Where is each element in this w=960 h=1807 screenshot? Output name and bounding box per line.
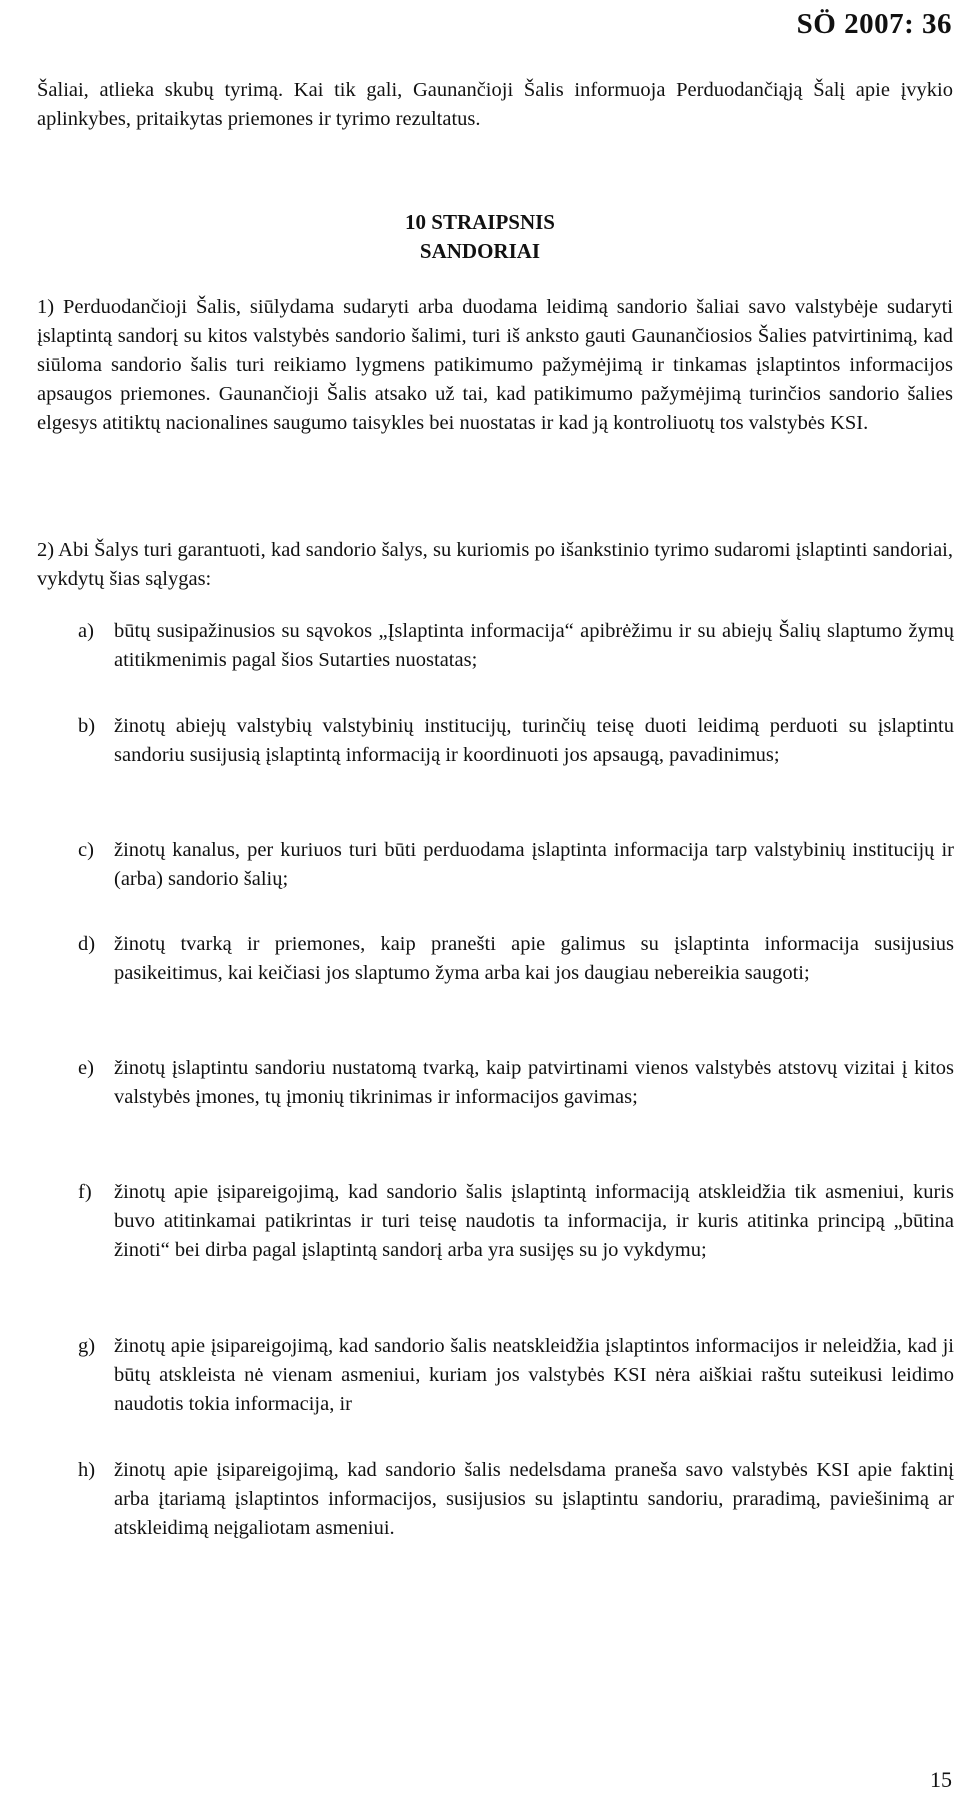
list-item-a [78, 617, 954, 675]
intro-paragraph: Šaliai, atlieka skubų tyrimą. Kai tik gali, Gaunančioji Šalis informuoja Perduodančiąją Šalį apie įvykio aplinkybes, pritaikytas priemones ir tyrimo rezultatus. [37, 79, 953, 130]
list-item-text: žinotų abiejų valstybių valstybinių institucijų, turinčių teisę duoti leidimą perduoti su įslaptintu sandoriu susijusią įslaptintą informaciją ir koordinuoti jos apsaugą, pavadinimus; [114, 715, 954, 766]
list-item-marker: b) [78, 715, 96, 737]
list-item-h [78, 1456, 954, 1543]
article-number: 10 STRAIPSNIS [405, 210, 555, 234]
list-item-e [78, 1054, 954, 1112]
list-item-f [78, 1178, 954, 1265]
list-item-marker: a) [78, 620, 94, 642]
list-item-text: žinotų apie įsipareigojimą, kad sandorio šalis nedelsdama praneša savo valstybės KSI apie faktinį arba įtariamą įslaptintos informacijos, susijusios su įslaptintu sandoriu, praradimą, paviešinimą ar atskleidimą neįgaliotam asmeniui. [114, 1459, 954, 1539]
list-item-d [78, 930, 954, 988]
list-item-b [78, 712, 954, 770]
list-item-marker: d) [78, 933, 96, 955]
list-item-text: žinotų apie įsipareigojimą, kad sandorio šalis neatskleidžia įslaptintos informacijos ir neleidžia, kad ji būtų atskleista nė vienam asmeniui, kuriam jos valstybės KSI nėra aiškiai raštu suteikusi leidimo naudotis tokia informacija, ir [114, 1335, 954, 1415]
list-item-text: žinotų tvarką ir priemones, kaip pranešti apie galimus su įslaptinta informacija susijusius pasikeitimus, kai keičiasi jos slaptumo žyma arba kai jos daugiau nebereikia saugoti; [114, 933, 954, 984]
list-item-g [78, 1332, 954, 1419]
article-heading [0, 208, 960, 266]
paragraph-1: 1) Perduodančioji Šalis, siūlydama sudaryti arba duodama leidimą sandorio šaliai savo valstybėje sudaryti įslaptintą sandorį su kitos valstybės sandorio šalimi, turi iš anksto gauti Gaunančiosios Šalies patvirtinimą, kad siūloma sandorio šalis turi reikiamo lygmens patikimumo pažymėjimą ir tinkamas įslaptintos informacijos apsaugos priemones. Gaunančioji Šalis atsako už tai, kad patikimumo pažymėjimą turinčios sandorio šalies elgesys atitiktų nacionalines saugumo taisykles bei nuostatas ir kad ją kontroliuotų tos valstybės KSI. [37, 296, 953, 434]
list-item-text: žinotų apie įsipareigojimą, kad sandorio šalis įslaptintą informaciją atskleidžia tik asmeniui, kuris buvo atitinkamai patikrintas ir turi teisę naudotis ta informacija, ir kuris atitinka principą „būtina žinoti“ bei dirba pagal įslaptintą sandorį arba yra susijęs su jo vykdymu; [114, 1181, 954, 1261]
list-item-marker: c) [78, 839, 94, 861]
list-item-text: būtų susipažinusios su sąvokos „Įslaptinta informacija“ apibrėžimu ir su abiejų Šalių slaptumo žymų atitikmenimis pagal šios Sutarties nuostatas; [114, 620, 954, 671]
list-item-text: žinotų kanalus, per kuriuos turi būti perduodama įslaptinta informacija tarp valstybinių institucijų ir (arba) sandorio šalių; [114, 839, 954, 890]
document-reference-header: SÖ 2007: 36 [796, 8, 952, 40]
list-item-marker: e) [78, 1057, 94, 1079]
page-number: 15 [930, 1767, 952, 1792]
list-item-marker: g) [78, 1335, 96, 1357]
list-item-c [78, 836, 954, 894]
paragraph-2: 2) Abi Šalys turi garantuoti, kad sandorio šalys, su kuriomis po išankstinio tyrimo sudaromi įslaptinti sandoriai, vykdytų šias sąlygas: [37, 539, 953, 590]
article-title: SANDORIAI [419, 239, 541, 263]
list-item-text: žinotų įslaptintu sandoriu nustatomą tvarką, kaip patvirtinami vienos valstybės atstovų vizitai į kitos valstybės įmones, tų įmonių tikrinimas ir informacijos gavimas; [114, 1057, 954, 1108]
list-item-marker: f) [78, 1181, 92, 1203]
list-item-marker: h) [78, 1459, 96, 1481]
